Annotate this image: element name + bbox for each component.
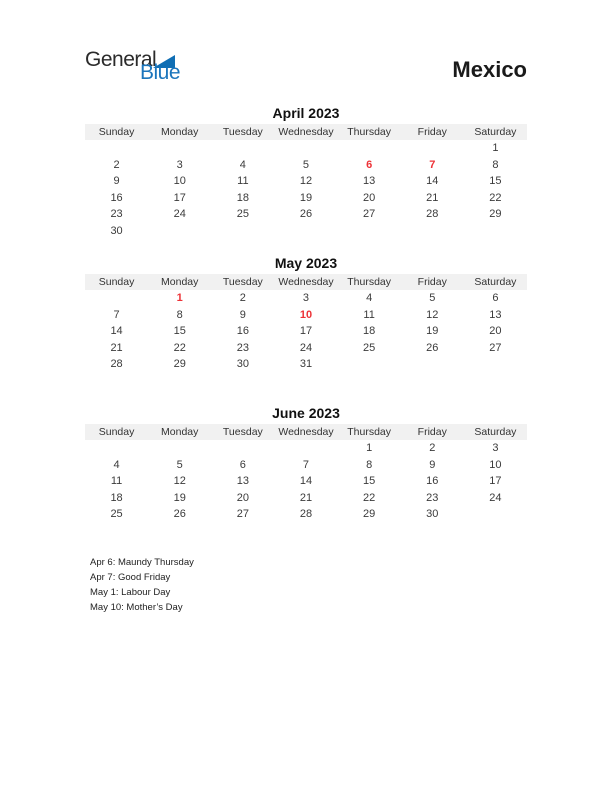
logo-text-general: General xyxy=(85,48,157,71)
date-cell-25: 25 xyxy=(110,508,123,520)
week-row xyxy=(85,356,527,373)
date-cell-12: 12 xyxy=(426,308,439,321)
date-cell-18: 18 xyxy=(236,191,249,204)
month-june xyxy=(85,405,527,555)
weekday-label-monday: Monday xyxy=(161,126,199,138)
month-title: June 2023 xyxy=(272,405,340,421)
weekday-label-saturday: Saturday xyxy=(474,426,517,438)
week-row xyxy=(85,157,527,174)
holiday-note: May 10: Mother’s Day xyxy=(90,602,183,613)
date-cell-empty xyxy=(211,440,274,457)
weekday-label-sunday: Sunday xyxy=(98,276,135,288)
week-row xyxy=(85,506,527,523)
month-title: May 2023 xyxy=(274,255,338,271)
date-cell-29: 29 xyxy=(363,508,376,520)
date-cell-2: 2 xyxy=(113,158,120,171)
date-cell-8: 8 xyxy=(176,308,183,321)
date-cell-5: 5 xyxy=(176,458,183,471)
date-cell-empty xyxy=(338,140,401,157)
weekday-label-wednesday: Wednesday xyxy=(278,126,334,138)
date-cell-23: 23 xyxy=(110,208,123,220)
week-row xyxy=(85,440,527,457)
date-cell-13: 13 xyxy=(236,475,249,487)
date-cell-17: 17 xyxy=(173,191,186,204)
months-container xyxy=(85,105,527,555)
date-cell-25: 25 xyxy=(236,208,249,220)
week-row xyxy=(85,307,527,324)
date-cell-30: 30 xyxy=(110,224,123,237)
date-cell-12: 12 xyxy=(299,175,313,187)
date-cell-27: 27 xyxy=(489,341,502,354)
date-cell-15: 15 xyxy=(363,475,376,487)
page-title: Mexico xyxy=(452,57,527,82)
general-blue-logo xyxy=(85,48,180,83)
date-cell-2: 2 xyxy=(239,292,246,304)
date-cell-4: 4 xyxy=(366,292,373,304)
date-cell-empty xyxy=(85,140,148,157)
logo-text-blue: Blue xyxy=(140,61,181,84)
date-cell-empty xyxy=(401,140,464,157)
date-cell-13: 13 xyxy=(489,308,502,321)
week-row xyxy=(85,173,527,190)
date-cell-18: 18 xyxy=(363,325,376,337)
date-cell-26: 26 xyxy=(426,341,439,354)
date-cell-13: 13 xyxy=(363,175,376,187)
date-cell-7: 7 xyxy=(429,158,436,171)
date-cell-6: 6 xyxy=(239,458,246,471)
weekday-label-sunday: Sunday xyxy=(98,126,135,138)
week-row xyxy=(85,323,527,340)
date-cell-empty xyxy=(211,140,274,157)
weekday-label-friday: Friday xyxy=(417,426,447,438)
date-cell-4: 4 xyxy=(113,458,120,471)
week-row xyxy=(85,190,527,207)
month-may xyxy=(85,255,527,405)
date-cell-9: 9 xyxy=(429,458,436,471)
weekday-label-monday: Monday xyxy=(161,426,199,438)
date-cell-26: 26 xyxy=(299,208,313,220)
holiday-notes xyxy=(90,555,194,615)
date-cell-25: 25 xyxy=(363,341,376,354)
holiday-note: May 1: Labour Day xyxy=(90,587,171,598)
date-cell-1: 1 xyxy=(176,292,183,304)
date-cell-empty xyxy=(148,440,211,457)
date-cell-17: 17 xyxy=(489,475,502,487)
weekday-label-thursday: Thursday xyxy=(347,426,392,438)
date-cell-empty xyxy=(464,356,527,373)
date-cell-empty xyxy=(274,140,337,157)
date-cell-23: 23 xyxy=(236,341,249,354)
date-cell-5: 5 xyxy=(302,158,310,171)
date-cell-22: 22 xyxy=(173,341,186,354)
date-cell-10: 10 xyxy=(173,175,186,187)
date-cell-12: 12 xyxy=(173,475,186,487)
date-cell-empty xyxy=(401,223,464,240)
date-cell-17: 17 xyxy=(299,325,313,337)
date-cell-2: 2 xyxy=(429,442,436,454)
date-cell-20: 20 xyxy=(236,491,249,504)
date-cell-6: 6 xyxy=(366,158,373,171)
date-cell-19: 19 xyxy=(173,491,186,504)
date-cell-8: 8 xyxy=(492,158,499,171)
date-cell-22: 22 xyxy=(489,191,502,204)
date-cell-14: 14 xyxy=(299,475,313,487)
date-cell-21: 21 xyxy=(299,491,313,504)
weekday-label-saturday: Saturday xyxy=(474,126,517,138)
date-cell-empty xyxy=(274,440,337,457)
date-cell-24: 24 xyxy=(173,208,186,220)
date-cell-empty xyxy=(274,223,337,240)
date-cell-empty xyxy=(464,506,527,523)
weekday-label-thursday: Thursday xyxy=(347,276,392,288)
date-cell-empty xyxy=(211,223,274,240)
weekday-label-friday: Friday xyxy=(417,126,447,138)
date-cell-3: 3 xyxy=(176,158,183,171)
date-cell-29: 29 xyxy=(173,358,186,370)
month-april xyxy=(85,105,527,255)
date-cell-30: 30 xyxy=(236,358,249,370)
date-cell-1: 1 xyxy=(366,442,373,454)
date-cell-28: 28 xyxy=(299,508,313,520)
date-cell-21: 21 xyxy=(426,191,439,204)
weekday-label-tuesday: Tuesday xyxy=(222,276,263,288)
date-cell-14: 14 xyxy=(110,325,123,337)
holiday-note: Apr 7: Good Friday xyxy=(90,572,171,583)
date-cell-8: 8 xyxy=(366,458,373,471)
date-cell-15: 15 xyxy=(173,325,186,337)
week-row xyxy=(85,457,527,474)
week-row xyxy=(85,490,527,507)
date-cell-empty xyxy=(338,223,401,240)
weekday-label-tuesday: Tuesday xyxy=(222,426,263,438)
date-cell-18: 18 xyxy=(110,491,123,504)
weekday-label-saturday: Saturday xyxy=(474,276,517,288)
weekday-label-monday: Monday xyxy=(161,276,199,288)
week-row xyxy=(85,140,527,157)
date-cell-24: 24 xyxy=(489,491,502,504)
weekday-label-thursday: Thursday xyxy=(347,126,392,138)
weekday-header-row xyxy=(85,274,527,290)
date-cell-empty xyxy=(148,223,211,240)
date-cell-11: 11 xyxy=(237,175,249,187)
month-title: April 2023 xyxy=(272,105,340,121)
date-cell-19: 19 xyxy=(426,325,439,337)
date-cell-empty xyxy=(85,440,148,457)
weekday-label-wednesday: Wednesday xyxy=(278,426,334,438)
date-cell-20: 20 xyxy=(363,191,376,204)
date-cell-empty xyxy=(401,356,464,373)
date-cell-6: 6 xyxy=(492,292,499,304)
date-cell-14: 14 xyxy=(426,175,439,187)
date-cell-4: 4 xyxy=(239,158,246,171)
weekday-header-row xyxy=(85,424,527,440)
week-row xyxy=(85,206,527,223)
date-cell-9: 9 xyxy=(239,308,246,321)
date-cell-9: 9 xyxy=(113,175,120,187)
week-row xyxy=(85,290,527,307)
date-cell-empty xyxy=(338,356,401,373)
date-cell-20: 20 xyxy=(489,325,502,337)
date-cell-10: 10 xyxy=(489,458,502,471)
date-cell-27: 27 xyxy=(363,208,376,220)
date-cell-3: 3 xyxy=(302,292,310,304)
date-cell-5: 5 xyxy=(429,292,436,304)
date-cell-19: 19 xyxy=(299,191,313,204)
date-cell-28: 28 xyxy=(110,358,123,370)
date-cell-empty xyxy=(85,290,148,307)
date-cell-27: 27 xyxy=(236,508,249,520)
date-cell-30: 30 xyxy=(426,508,439,520)
date-cell-empty xyxy=(464,223,527,240)
date-cell-16: 16 xyxy=(110,191,123,204)
holiday-note: Apr 6: Maundy Thursday xyxy=(90,557,194,568)
date-cell-22: 22 xyxy=(363,491,376,504)
date-cell-29: 29 xyxy=(489,208,502,220)
date-cell-26: 26 xyxy=(173,508,186,520)
date-cell-15: 15 xyxy=(489,175,502,187)
date-cell-24: 24 xyxy=(299,341,313,354)
date-cell-1: 1 xyxy=(492,142,499,154)
date-cell-23: 23 xyxy=(426,491,439,504)
date-cell-11: 11 xyxy=(110,475,123,487)
date-cell-31: 31 xyxy=(299,358,313,370)
date-cell-7: 7 xyxy=(302,458,310,471)
week-row xyxy=(85,473,527,490)
date-cell-empty xyxy=(148,140,211,157)
week-row xyxy=(85,223,527,240)
weekday-label-sunday: Sunday xyxy=(98,426,135,438)
date-cell-16: 16 xyxy=(236,325,249,337)
weekday-label-friday: Friday xyxy=(417,276,447,288)
date-cell-21: 21 xyxy=(110,341,123,354)
date-cell-7: 7 xyxy=(113,308,120,321)
date-cell-28: 28 xyxy=(426,208,439,220)
date-cell-11: 11 xyxy=(363,308,375,321)
date-cell-16: 16 xyxy=(426,475,439,487)
weekday-label-wednesday: Wednesday xyxy=(278,276,334,288)
date-cell-3: 3 xyxy=(492,442,499,454)
date-cell-10: 10 xyxy=(299,308,313,321)
weekday-header-row xyxy=(85,124,527,140)
weekday-label-tuesday: Tuesday xyxy=(222,126,263,138)
week-row xyxy=(85,340,527,357)
